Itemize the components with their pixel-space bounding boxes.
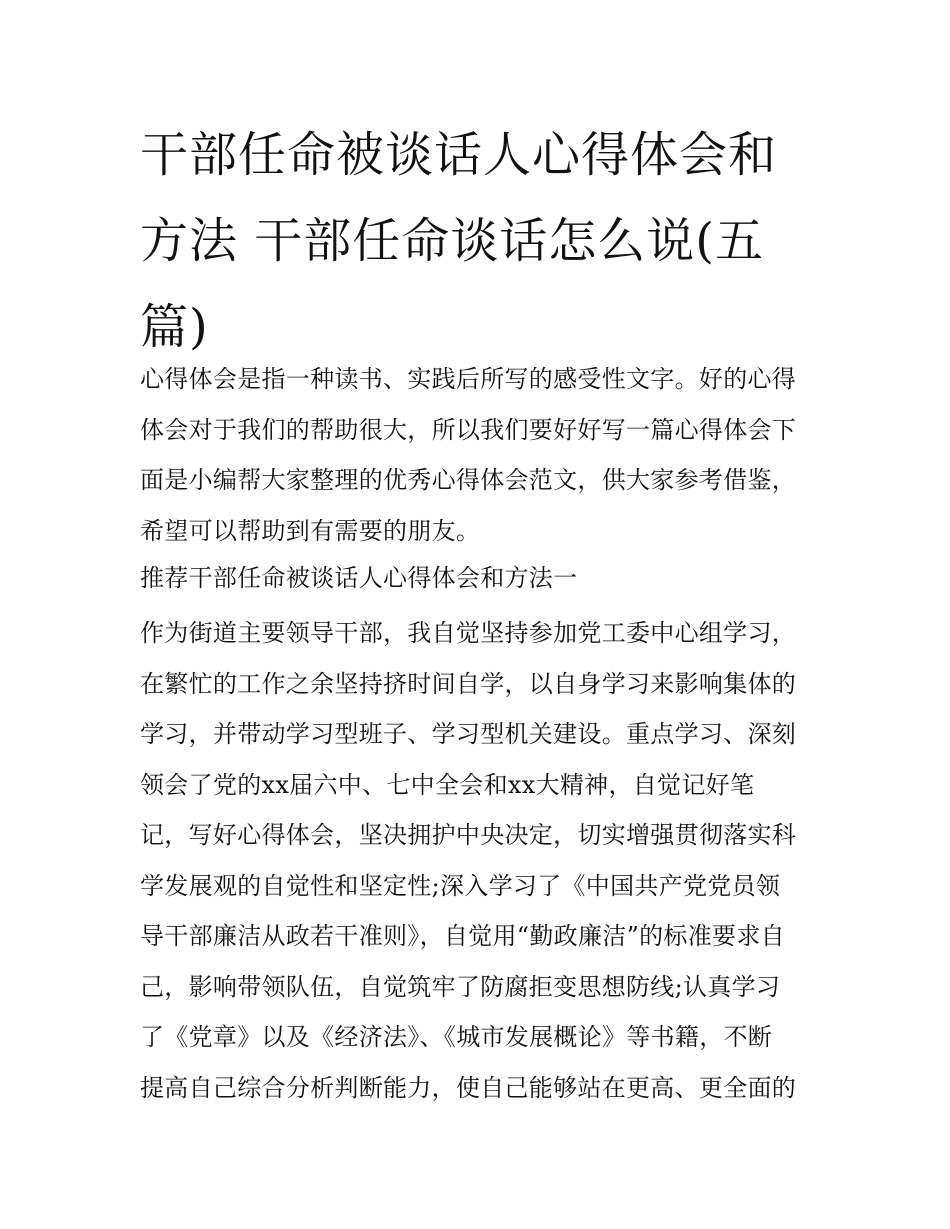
essay-paragraph: 作为街道主要领导干部，我自觉坚持参加党工委中心组学习， 在繁忙的工作之余坚持挤时间自学，以自身学习来影响集体的 学习，并带动学习型班子、学习型机关建设。重点学习、深刻 领会了党的xx届六中、七中全会和xx大精神，自觉记好笔 记，写好心得体会，坚决拥护中央决定，切实增强贯彻落实科 学发展观的自觉性和坚定性;深入学习了《中国共产党党员领 导干部廉洁从政若干准则》，自觉用“勤政廉洁”的标准要求自 己，影响带领队伍，自觉筑牢了防腐拒变思想防线;认真学习 了《党章》以及《经济法》、《城市发展概论》等书籍，不断 提高自己综合分析判断能力，使自己能够站在更高、更全面的 xyxy=(140,619,797,1102)
intro-paragraph: 心得体会是指一种读书、实践后所写的感受性文字。好的心得 体会对于我们的帮助很大，所以我们要好好写一篇心得体会下 面是小编帮大家整理的优秀心得体会范文，供大家参考借鉴， 希望可以帮助到有需要的朋友。 xyxy=(140,365,797,545)
document-title: 干部任命被谈话人心得体会和 方法 干部任命谈话怎么说(五 篇) xyxy=(140,127,778,355)
section-heading: 推荐干部任命被谈话人心得体会和方法一 xyxy=(140,564,578,592)
